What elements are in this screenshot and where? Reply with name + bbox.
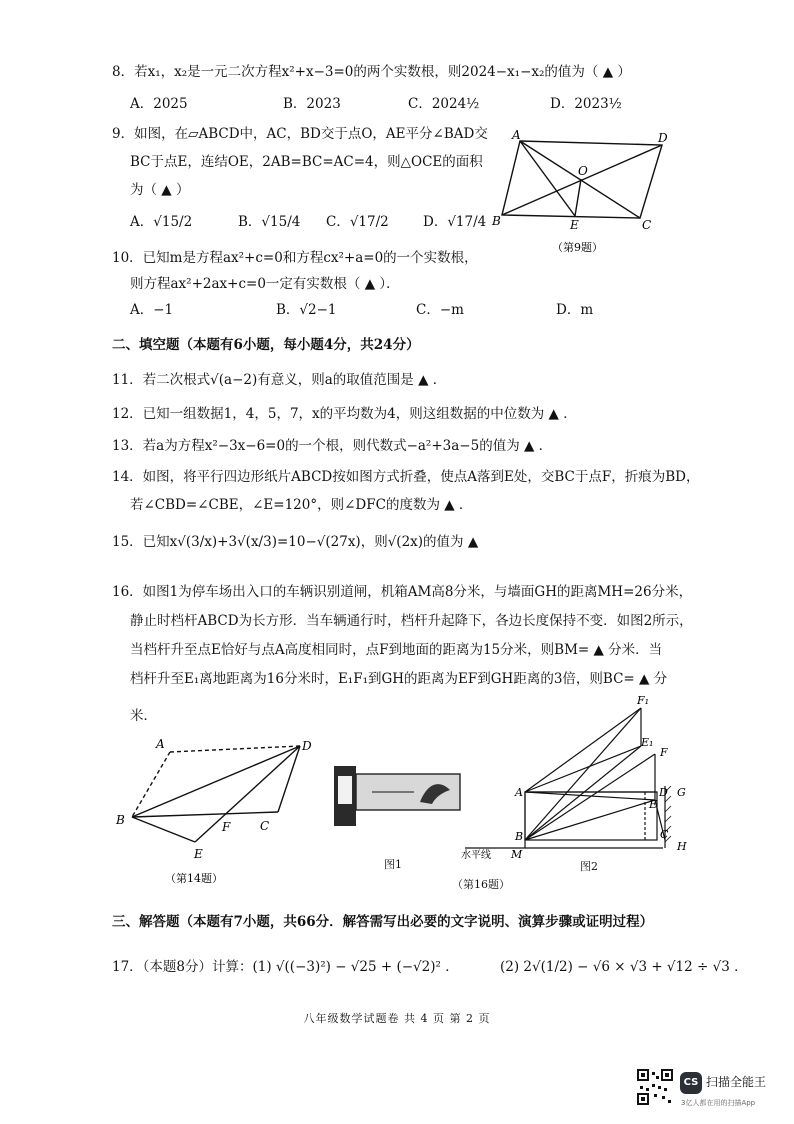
q16-line-2: 静止时档杆ABCD为长方形．当车辆通行时，档杆升起降下，各边长度保持不变．如图2所示， xyxy=(130,613,693,629)
fig16-label-a: A xyxy=(515,786,523,799)
fig16-label-e1: E₁ xyxy=(641,736,654,749)
figure-9 xyxy=(490,125,680,260)
fig9-label-a: A xyxy=(512,128,521,142)
fig16-label-g: G xyxy=(677,786,686,799)
figure-16-photo xyxy=(328,762,464,834)
fig14-label-e: E xyxy=(194,847,203,861)
q9-line-3: 为（ ▲ ） xyxy=(130,182,190,198)
fig9-caption: （第9题） xyxy=(552,241,603,254)
q9-line-1: 9．如图，在▱ABCD中，AC，BD交于点O，AE平分∠BAD交 xyxy=(112,126,488,142)
q10-line-2: 则方程ax²+2ax+c=0一定有实数根（ ▲ ）． xyxy=(130,276,400,292)
fig14-label-c: C xyxy=(260,819,270,833)
q17-part-2: (2) 2√(1/2) − √6 × √3 + √12 ÷ √3 ． xyxy=(500,959,748,975)
q9-option-b: B．√15/4 xyxy=(238,214,301,230)
q9-line-2: BC于点E，连结OE，2AB=BC=AC=4，则△OCE的面积 xyxy=(130,154,483,170)
q8-option-d: D．2023½ xyxy=(550,96,622,112)
fig14-side-be xyxy=(132,817,195,842)
fig14-dashed-ab xyxy=(132,752,170,817)
fig14-fold-bd xyxy=(132,746,300,817)
q9-option-d: D．√17/4 xyxy=(423,214,487,230)
fig14-label-a: A xyxy=(156,737,165,751)
fig14-side-bc xyxy=(132,812,278,817)
q16-line-4: 档杆升至E₁离地距离为16分米时，E₁F₁到GH的距离为EF到GH距离的3倍，则BC= ▲ 分 xyxy=(130,671,668,687)
q12: 12．已知一组数据1，4，5，7，x的平均数为4，则这组数据的中位数为 ▲ ． xyxy=(112,406,577,422)
fig9-label-d: D xyxy=(658,131,668,145)
q17-part-1: 17．（本题8分）计算：(1) √((−3)²) − √25 + (−√2)² ． xyxy=(112,959,459,975)
q8-option-a: A．2025 xyxy=(130,96,188,112)
barrier-cabinet-panel xyxy=(338,776,352,804)
fig9-diagonal-bd xyxy=(502,145,662,215)
q16-line-5: 米． xyxy=(130,708,157,724)
q11: 11．若二次根式√(a−2)有意义，则a的取值范围是 ▲ ． xyxy=(112,372,447,388)
fig16-label-b: B xyxy=(515,830,524,843)
section-3-heading: 三、解答题（本题有7小题，共66分．解答需写出必要的文字说明、演算步骤或证明过程） xyxy=(112,914,654,930)
fig16-label-f1: F₁ xyxy=(637,694,650,707)
fig16-label-h: H xyxy=(677,840,687,853)
fig9-label-o: O xyxy=(578,164,588,178)
page-footer: 八年级数学试题卷 共 4 页 第 2 页 xyxy=(303,1012,491,1025)
fig14-caption: （第14题） xyxy=(165,872,223,885)
fig16-label-c: C xyxy=(660,828,669,841)
q8-option-c: C．2024½ xyxy=(408,96,480,112)
fig16-line-be xyxy=(525,798,658,840)
q13: 13．若a为方程x²−3x−6=0的一个根，则代数式−a²+3a−5的值为 ▲ ． xyxy=(112,438,553,454)
q9-option-c: C．√17/2 xyxy=(326,214,389,230)
q9-option-a: A．√15/2 xyxy=(130,214,193,230)
fig16-line-bf1 xyxy=(525,708,641,840)
fig16-group-caption: （第16题） xyxy=(452,878,510,891)
fig16-photo-caption: 图1 xyxy=(384,858,402,871)
fig16-label-m: M xyxy=(511,848,523,861)
q10-option-c: C．−m xyxy=(416,302,464,318)
fig9-label-c: C xyxy=(642,218,652,232)
qr-code-icon xyxy=(636,1068,674,1106)
fig16-label-f: F xyxy=(660,746,668,759)
fig9-segment-oe xyxy=(575,179,581,216)
fig14-label-f: F xyxy=(222,820,231,834)
fig16-line-ae1 xyxy=(525,746,641,792)
section-2-heading: 二、填空题（本题有6小题，每小题4分，共24分） xyxy=(112,337,420,353)
fig16-label-e: E xyxy=(649,798,658,811)
fig14-dashed-ad xyxy=(170,746,300,752)
q10-line-1: 10．已知m是方程ax²+c=0和方程cx²+a=0的一个实数根， xyxy=(112,250,478,266)
camscanner-tagline: 3亿人都在用的扫描App xyxy=(681,1099,756,1107)
q8-option-b: B．2023 xyxy=(283,96,341,112)
q14-line-1: 14．如图，将平行四边形纸片ABCD按如图方式折叠，使点A落到E处，交BC于点F，折痕为BD， xyxy=(112,469,700,485)
camscanner-logo: CS xyxy=(680,1072,702,1094)
figure-16-diagram xyxy=(455,688,695,888)
fig14-label-b: B xyxy=(116,813,125,827)
fig16-line-ae xyxy=(525,792,655,800)
camscanner-name: 扫描全能王 xyxy=(706,1075,767,1089)
fig14-label-d: D xyxy=(302,739,312,753)
q8-stem: 8．若x₁，x₂是一元二次方程x²+x−3=0的两个实数根，则2024−x₁−x₂的值为（ ▲ ） xyxy=(112,64,631,80)
fig9-bisector-ae xyxy=(520,141,575,216)
fig16-diagram-caption: 图2 xyxy=(580,860,598,873)
q10-option-a: A．−1 xyxy=(130,302,174,318)
figure-14 xyxy=(110,732,325,892)
fig9-diagonal-ac xyxy=(520,141,640,218)
q10-option-b: B．√2−1 xyxy=(276,302,337,318)
fig9-label-e: E xyxy=(570,218,579,232)
fig16-label-d: D xyxy=(659,786,668,799)
q16-line-3: 当档杆升至点E恰好与点A高度相同时，点F到地面的距离为15分米，则BM= ▲ 分米．当 xyxy=(130,642,663,658)
q15: 15．已知x√(3/x)+3√(x/3)=10−√(27x)，则√(2x)的值为 ▲ xyxy=(112,534,479,550)
q14-line-2: 若∠CBD=∠CBE，∠E=120°，则∠DFC的度数为 ▲ ． xyxy=(130,497,473,513)
fig16-line-af1 xyxy=(525,708,641,792)
q10-option-d: D．m xyxy=(556,302,594,318)
fig9-label-b: B xyxy=(492,214,501,228)
q16-line-1: 16．如图1为停车场出入口的车辆识别道闸，机箱AM高8分米，与墙面GH的距离MH=26分米， xyxy=(112,584,693,600)
fig16-ground-label: 水平线 xyxy=(461,850,491,861)
